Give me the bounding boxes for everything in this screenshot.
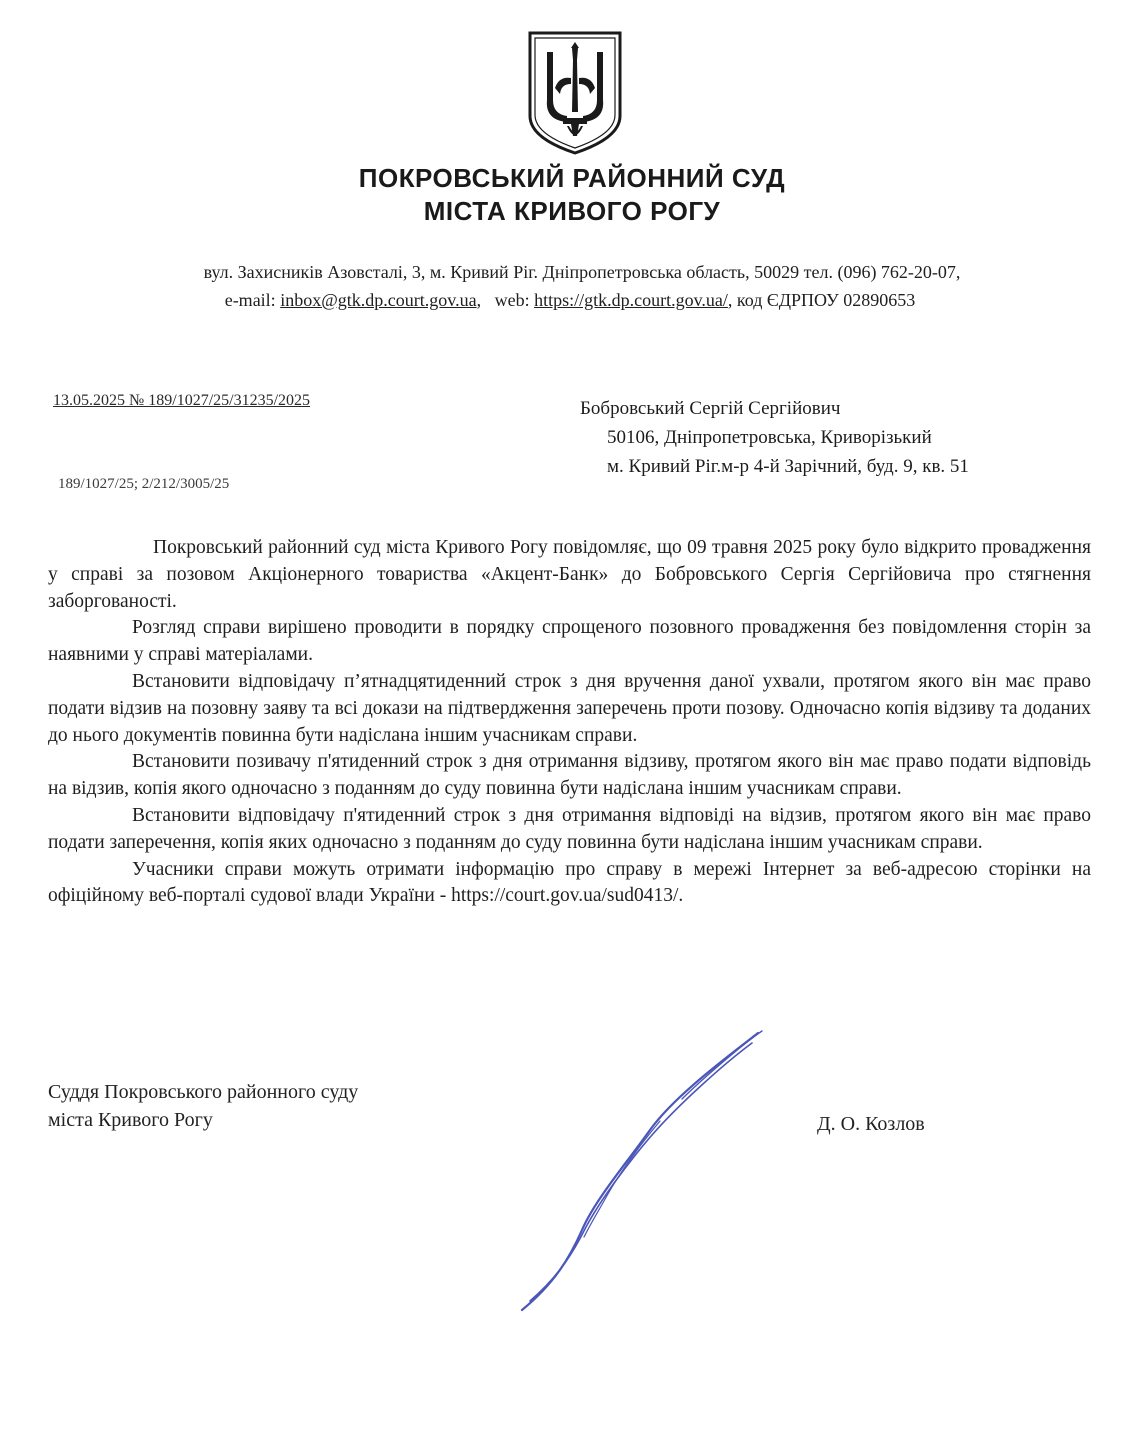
court-address: вул. Захисників Азовсталі, 3, м. Кривий Ріг. Дніпропетровська область, 50029 тел. (096) 762-20-07, <box>203 262 961 282</box>
paragraph-2: Розгляд справи вирішено проводити в порядку спрощеного позовного провадження без повідомлення сторін за наявними у справі матеріалами. <box>48 617 1091 666</box>
paragraph-6: Учасники справи можуть отримати інформацію про справу в мережі Інтернет за веб-адресою сторінки на офіційному веб-порталі судової влади України - https://court.gov.ua/sud0413/. <box>48 858 1091 907</box>
web-label: web: <box>494 290 530 310</box>
judge-name: Д. О. Козлов <box>817 1113 925 1135</box>
letter-body <box>48 535 1091 910</box>
recipient-address-line1: 50106, Дніпропетровська, Криворізький <box>607 427 932 448</box>
judge-title-line2: міста Кривого Рогу <box>48 1109 213 1131</box>
recipient-name: Бобровський Сергій Сергійович <box>580 398 841 419</box>
paragraph-1: Покровський районний суд міста Кривого Рогу повідомляє, що 09 травня 2025 року було відкрито провадження у справі за позовом Акціонерного товариства «Акцент-Банк» до Бобровського Сергія Сергійовича про стягнення заборгованості. <box>48 537 1091 612</box>
paragraph-3: Встановити відповідачу п’ятнадцятиденний строк з дня вручення даної ухвали, протягом якого він має право подати відзив на позовну заяву та всі докази на підтвердження заперечень проти позову. Одночасно копія відзиву та доданих до нього документів повинна бути надіслана іншим учасникам справи. <box>48 670 1091 746</box>
court-name-line2: МІСТА КРИВОГО РОГУ <box>423 196 721 226</box>
judge-title-line1: Суддя Покровського районного суду <box>48 1081 359 1103</box>
court-contacts: e-mail: inbox@gtk.dp.court.gov.ua, web: https://gtk.dp.court.gov.ua/, код ЄДРПОУ 02890653 <box>224 290 916 310</box>
coat-of-arms-icon <box>527 30 623 156</box>
case-numbers: 189/1027/25; 2/212/3005/25 <box>58 476 230 492</box>
recipient-address-line2: м. Кривий Ріг.м-р 4-й Зарічний, буд. 9, кв. 51 <box>607 456 969 477</box>
paragraph-4: Встановити позивачу п'ятиденний строк з дня отримання відзиву, протягом якого він має право подати відповідь на відзив, копія якого одночасно з поданням до суду повинна бути надіслана іншим учасникам справи. <box>48 751 1091 800</box>
edrpou-code: , код ЄДРПОУ 02890653 <box>727 290 916 310</box>
court-name-line1: ПОКРОВСЬКИЙ РАЙОННИЙ СУД <box>358 163 786 193</box>
paragraph-5: Встановити відповідачу п'ятиденний строк з дня отримання відповіді на відзив, протягом якого він має право подати заперечення, копія яких одночасно з поданням до суду повинна бути надіслана іншим учасникам справи. <box>48 804 1091 853</box>
web-link[interactable]: https://gtk.dp.court.gov.ua/ <box>534 290 728 310</box>
recipient-block <box>580 394 969 481</box>
email-link[interactable]: inbox@gtk.dp.court.gov.ua <box>280 290 477 310</box>
outgoing-reference: 13.05.2025 № 189/1027/25/31235/2025 <box>53 392 311 409</box>
email-label: e-mail: <box>224 290 276 310</box>
handwritten-signature <box>500 1025 790 1315</box>
judge-title <box>48 1078 358 1134</box>
